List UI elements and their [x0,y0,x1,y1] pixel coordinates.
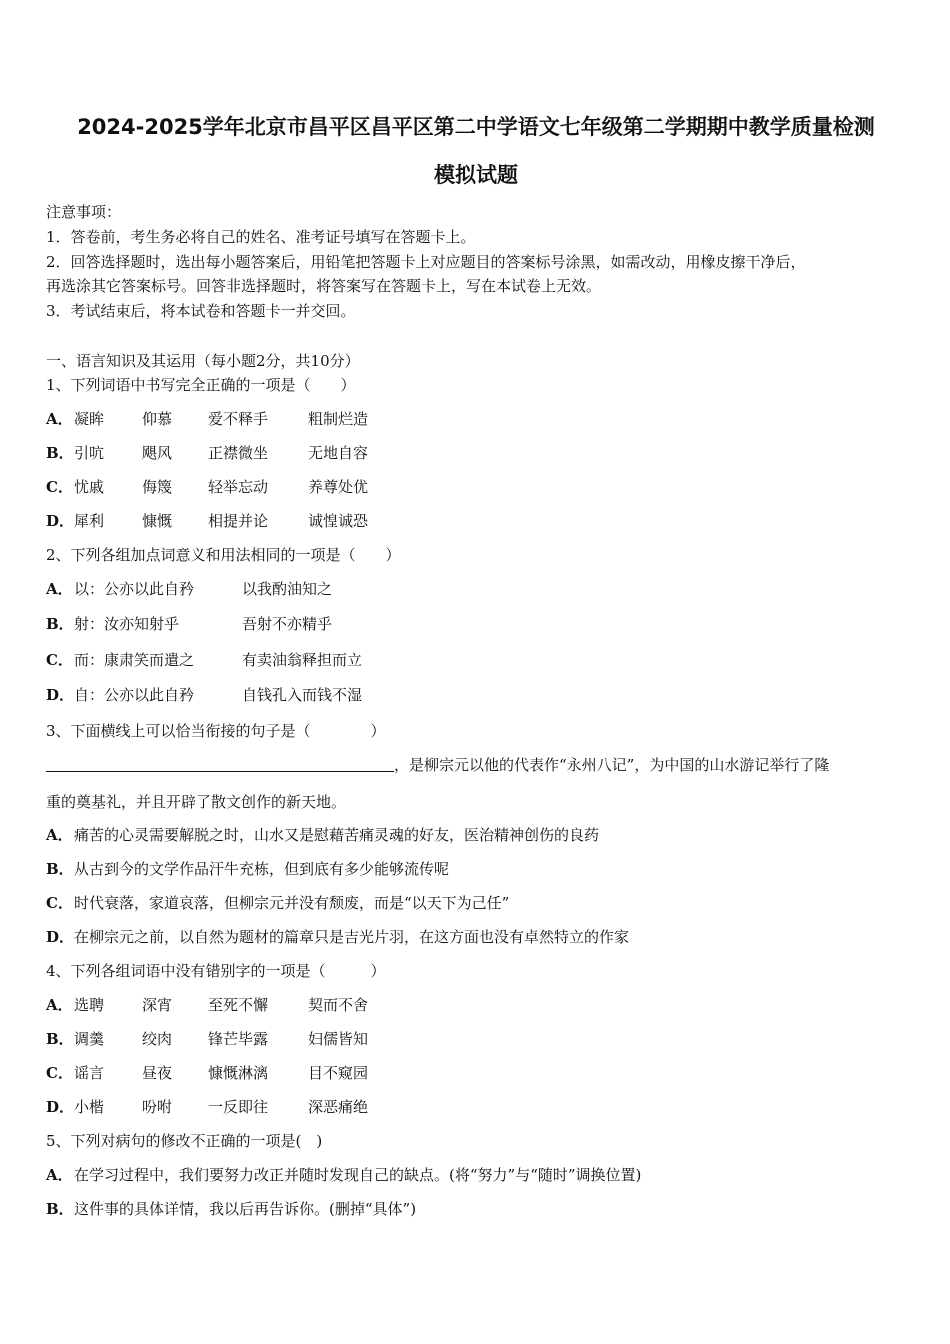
option-letter: C． [46,651,73,669]
option-word: 慷慨 [142,512,173,530]
option-letter: B． [46,860,74,878]
option-letter: A． [46,580,73,598]
option-word: 忧戚 [74,478,105,496]
notice-heading: 注意事项： [46,203,122,221]
question-5-stem: 5、下列对病句的修改不正确的一项是( ) [46,1132,323,1150]
option-word: 粗制烂造 [308,410,369,428]
option-letter: B． [46,1200,74,1218]
notice-item-2-cont: 再选涂其它答案标号。回答非选择题时，将答案写在答题卡上，写在本试卷上无效。 [46,277,602,295]
question-4-stem: 4、下列各组词语中没有错别字的一项是（ ） [46,962,386,980]
option-phrase: 自钱孔入而钱不湿 [242,686,363,704]
option-word: 引吭 [74,444,105,462]
option-word: 昼夜 [142,1064,173,1082]
option-phrase: 吾射不亦精乎 [242,615,333,633]
option-letter: B． [46,444,74,462]
option-letter: A． [46,1166,73,1184]
option-word: 养尊处优 [308,478,369,496]
option-word: 侮篾 [142,478,173,496]
option-word: 妇儒皆知 [308,1030,369,1048]
option-phrase: 有卖油翁释担而立 [242,651,363,669]
option-word: 凝眸 [74,410,105,428]
option-phrase: 以我酌油知之 [242,580,333,598]
question-2-stem: 2、下列各组加点词意义和用法相同的一项是（ ） [46,546,401,564]
option-word: 正襟微坐 [208,444,269,462]
option-letter: A． [46,826,73,844]
notice-item-1: 1．答卷前，考生务必将自己的姓名、准考证号填写在答题卡上。 [46,228,476,246]
option-text: 这件事的具体详情，我以后再告诉你。(删掉“具体”) [74,1200,417,1218]
option-word: 犀利 [74,512,105,530]
exam-title-line1: 2024-2025学年北京市昌平区昌平区第二中学语文七年级第二学期期中教学质量检测 [77,115,875,139]
option-phrase: 以：公亦以此自矜 [74,580,195,598]
section-heading: 一、语言知识及其运用（每小题2分，共10分） [46,352,360,370]
option-phrase: 射：汝亦知射乎 [74,615,180,633]
option-letter: C． [46,478,73,496]
option-word: 至死不懈 [208,996,269,1014]
option-word: 调羹 [74,1030,105,1048]
option-word: 锋芒毕露 [208,1030,269,1048]
option-word: 小楷 [74,1098,105,1116]
option-phrase: 而：康肃笑而遣之 [74,651,195,669]
notice-item-3: 3．考试结束后，将本试卷和答题卡一并交回。 [46,302,356,320]
option-text: 痛苦的心灵需要解脱之时，山水又是慰藉苦痛灵魂的好友，医治精神创伤的良药 [74,826,600,844]
option-word: 慷慨淋漓 [208,1064,269,1082]
question-3-blank-line [46,755,829,775]
option-word: 契而不舍 [308,996,369,1014]
option-text: 从古到今的文学作品汗牛充栋，但到底有多少能够流传呢 [74,860,450,878]
question-3-sentence-cont: 重的奠基礼，并且开辟了散文创作的新天地。 [46,793,347,811]
option-letter: A． [46,996,73,1014]
option-word: 吩咐 [142,1098,173,1116]
option-word: 轻举忘动 [208,478,269,496]
option-letter: D． [46,686,75,704]
question-3-stem: 3、下面横线上可以恰当衔接的句子是（ ） [46,722,386,740]
option-word: 无地自容 [308,444,369,462]
option-word: 深宵 [142,996,173,1014]
option-letter: B． [46,1030,74,1048]
option-phrase: 自：公亦以此自矜 [74,686,195,704]
option-word: 爱不释手 [208,410,269,428]
notice-item-2: 2．回答选择题时，选出每小题答案后，用铅笔把答题卡上对应题目的答案标号涂黑，如需改动，用橡皮擦干净后， [46,253,806,271]
option-letter: B． [46,615,74,633]
option-word: 飓风 [142,444,173,462]
option-word: 相提并论 [208,512,269,530]
exam-title-line2: 模拟试题 [434,163,518,187]
option-word: 目不窥园 [308,1064,369,1082]
option-word: 一反即往 [208,1098,269,1116]
answer-blank [46,755,394,772]
option-text: 在柳宗元之前，以自然为题材的篇章只是吉光片羽，在这方面也没有卓然特立的作家 [74,928,630,946]
question-1-stem: 1、下列词语中书写完全正确的一项是（ ） [46,376,356,394]
option-letter: C． [46,894,73,912]
option-letter: C． [46,1064,73,1082]
option-text: 在学习过程中，我们要努力改正并随时发现自己的缺点。(将“努力”与“随时”调换位置) [74,1166,642,1184]
option-letter: D． [46,928,75,946]
option-word: 诚惶诚恐 [308,512,369,530]
option-word: 深恶痛绝 [308,1098,369,1116]
option-letter: A． [46,410,73,428]
option-text: 时代衰落，家道哀落，但柳宗元并没有颓废，而是“以天下为己任” [74,894,510,912]
option-word: 仰慕 [142,410,173,428]
option-word: 谣言 [74,1064,105,1082]
option-word: 绞肉 [142,1030,173,1048]
option-letter: D． [46,1098,75,1116]
option-letter: D． [46,512,75,530]
question-3-sentence: ，是柳宗元以他的代表作“永州八记”，为中国的山水游记举行了隆 [394,756,830,774]
option-word: 选聘 [74,996,105,1014]
